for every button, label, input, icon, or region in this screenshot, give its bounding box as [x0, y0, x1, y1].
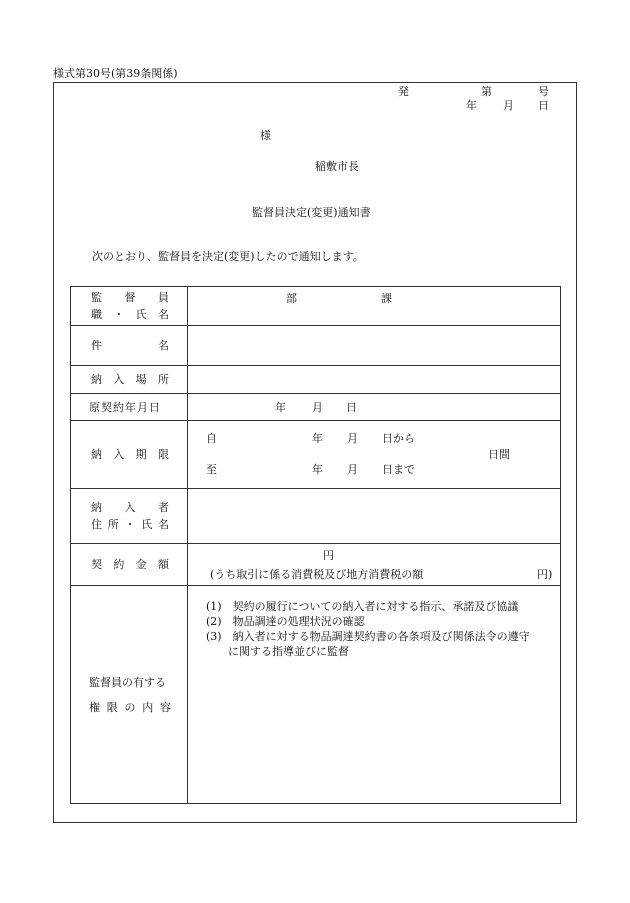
supervisor-ka: 課	[381, 292, 392, 305]
notice-table	[70, 286, 561, 804]
table-row-item	[71, 326, 561, 366]
label-delivery-period: 納 入 期 限	[71, 421, 188, 489]
table-row-supplier	[71, 489, 561, 544]
supervisor-bu: 部	[286, 292, 297, 305]
period-to: 至	[206, 463, 217, 476]
value-supplier[interactable]	[188, 489, 561, 544]
recipient-suffix: 様	[260, 129, 271, 142]
value-delivery-period[interactable]	[188, 421, 561, 489]
table-row-contract-amount	[71, 544, 561, 586]
header-hi: 日	[538, 99, 549, 112]
value-supervisor[interactable]	[188, 287, 561, 326]
period-to-suffix: 日まで	[382, 463, 415, 476]
authority-list	[188, 586, 560, 659]
period-from-suffix: 日から	[382, 432, 415, 445]
contract-amount-tax-note: (うち取引に係る消費税及び地方消費税の額	[210, 568, 424, 581]
value-item[interactable]	[188, 326, 561, 366]
header-go: 号	[538, 85, 549, 98]
label-supplier-line2: 住 所 ・ 氏 名	[91, 518, 169, 531]
table-row-delivery-period	[71, 421, 561, 489]
value-contract-amount[interactable]	[188, 544, 561, 586]
table-row-authority	[71, 586, 561, 804]
issuer-name: 稲敷市長	[315, 160, 359, 173]
authority-item-3: (3) 納入者に対する物品調達契約書の各条項及び関係法令の遵守	[206, 630, 530, 643]
header-nen: 年	[466, 99, 477, 112]
period-to-tsuki: 月	[347, 463, 358, 476]
value-delivery-place[interactable]	[188, 366, 561, 394]
form-number: 様式第30号(第39条関係)	[53, 67, 178, 80]
header-hatsu: 発	[398, 85, 409, 98]
label-supervisor	[71, 287, 188, 326]
contract-date-hi: 日	[346, 401, 357, 414]
label-authority-line1: 監督員の有する	[89, 676, 166, 689]
value-authority[interactable]	[188, 586, 561, 804]
value-contract-date[interactable]	[188, 394, 561, 421]
label-delivery-place: 納 入 場 所	[71, 366, 188, 394]
contract-date-nen: 年	[275, 401, 286, 414]
period-to-nen: 年	[312, 463, 323, 476]
contract-amount-yen: 円	[323, 549, 334, 562]
authority-item-1: (1) 契約の履行についての納入者に対する指示、承諾及び協議	[206, 600, 519, 613]
period-days: 日間	[488, 448, 510, 461]
period-from-nen: 年	[312, 432, 323, 445]
table-row-supervisor	[71, 287, 561, 326]
contract-amount-tax-close: 円)	[537, 568, 553, 581]
label-contract-date: 原契約年月日	[71, 394, 188, 421]
table-row-contract-date	[71, 394, 561, 421]
header-dai: 第	[481, 85, 492, 98]
label-item: 件 名	[71, 326, 188, 366]
contract-date-tsuki: 月	[312, 401, 323, 414]
authority-item-2: (2) 物品調達の処理状況の確認	[206, 615, 365, 628]
label-supplier	[71, 489, 188, 544]
label-contract-amount: 契 約 金 額	[71, 544, 188, 586]
label-supervisor-line2: 職 ・ 氏 名	[91, 308, 169, 321]
period-from-tsuki: 月	[347, 432, 358, 445]
label-supervisor-line1: 監 督 員	[91, 291, 169, 304]
period-from: 自	[206, 432, 217, 445]
label-authority-line2: 権 限 の 内 容	[89, 701, 171, 714]
header-tsuki: 月	[503, 99, 514, 112]
label-supplier-line1: 納 入 者	[91, 501, 169, 514]
document-title: 監督員決定(変更)通知書	[252, 206, 371, 219]
table-row-delivery-place	[71, 366, 561, 394]
label-authority	[71, 586, 188, 804]
intro-text: 次のとおり、監督員を決定(変更)したので通知します。	[92, 250, 364, 263]
authority-item-3-cont: に関する指導並びに監督	[206, 645, 349, 658]
